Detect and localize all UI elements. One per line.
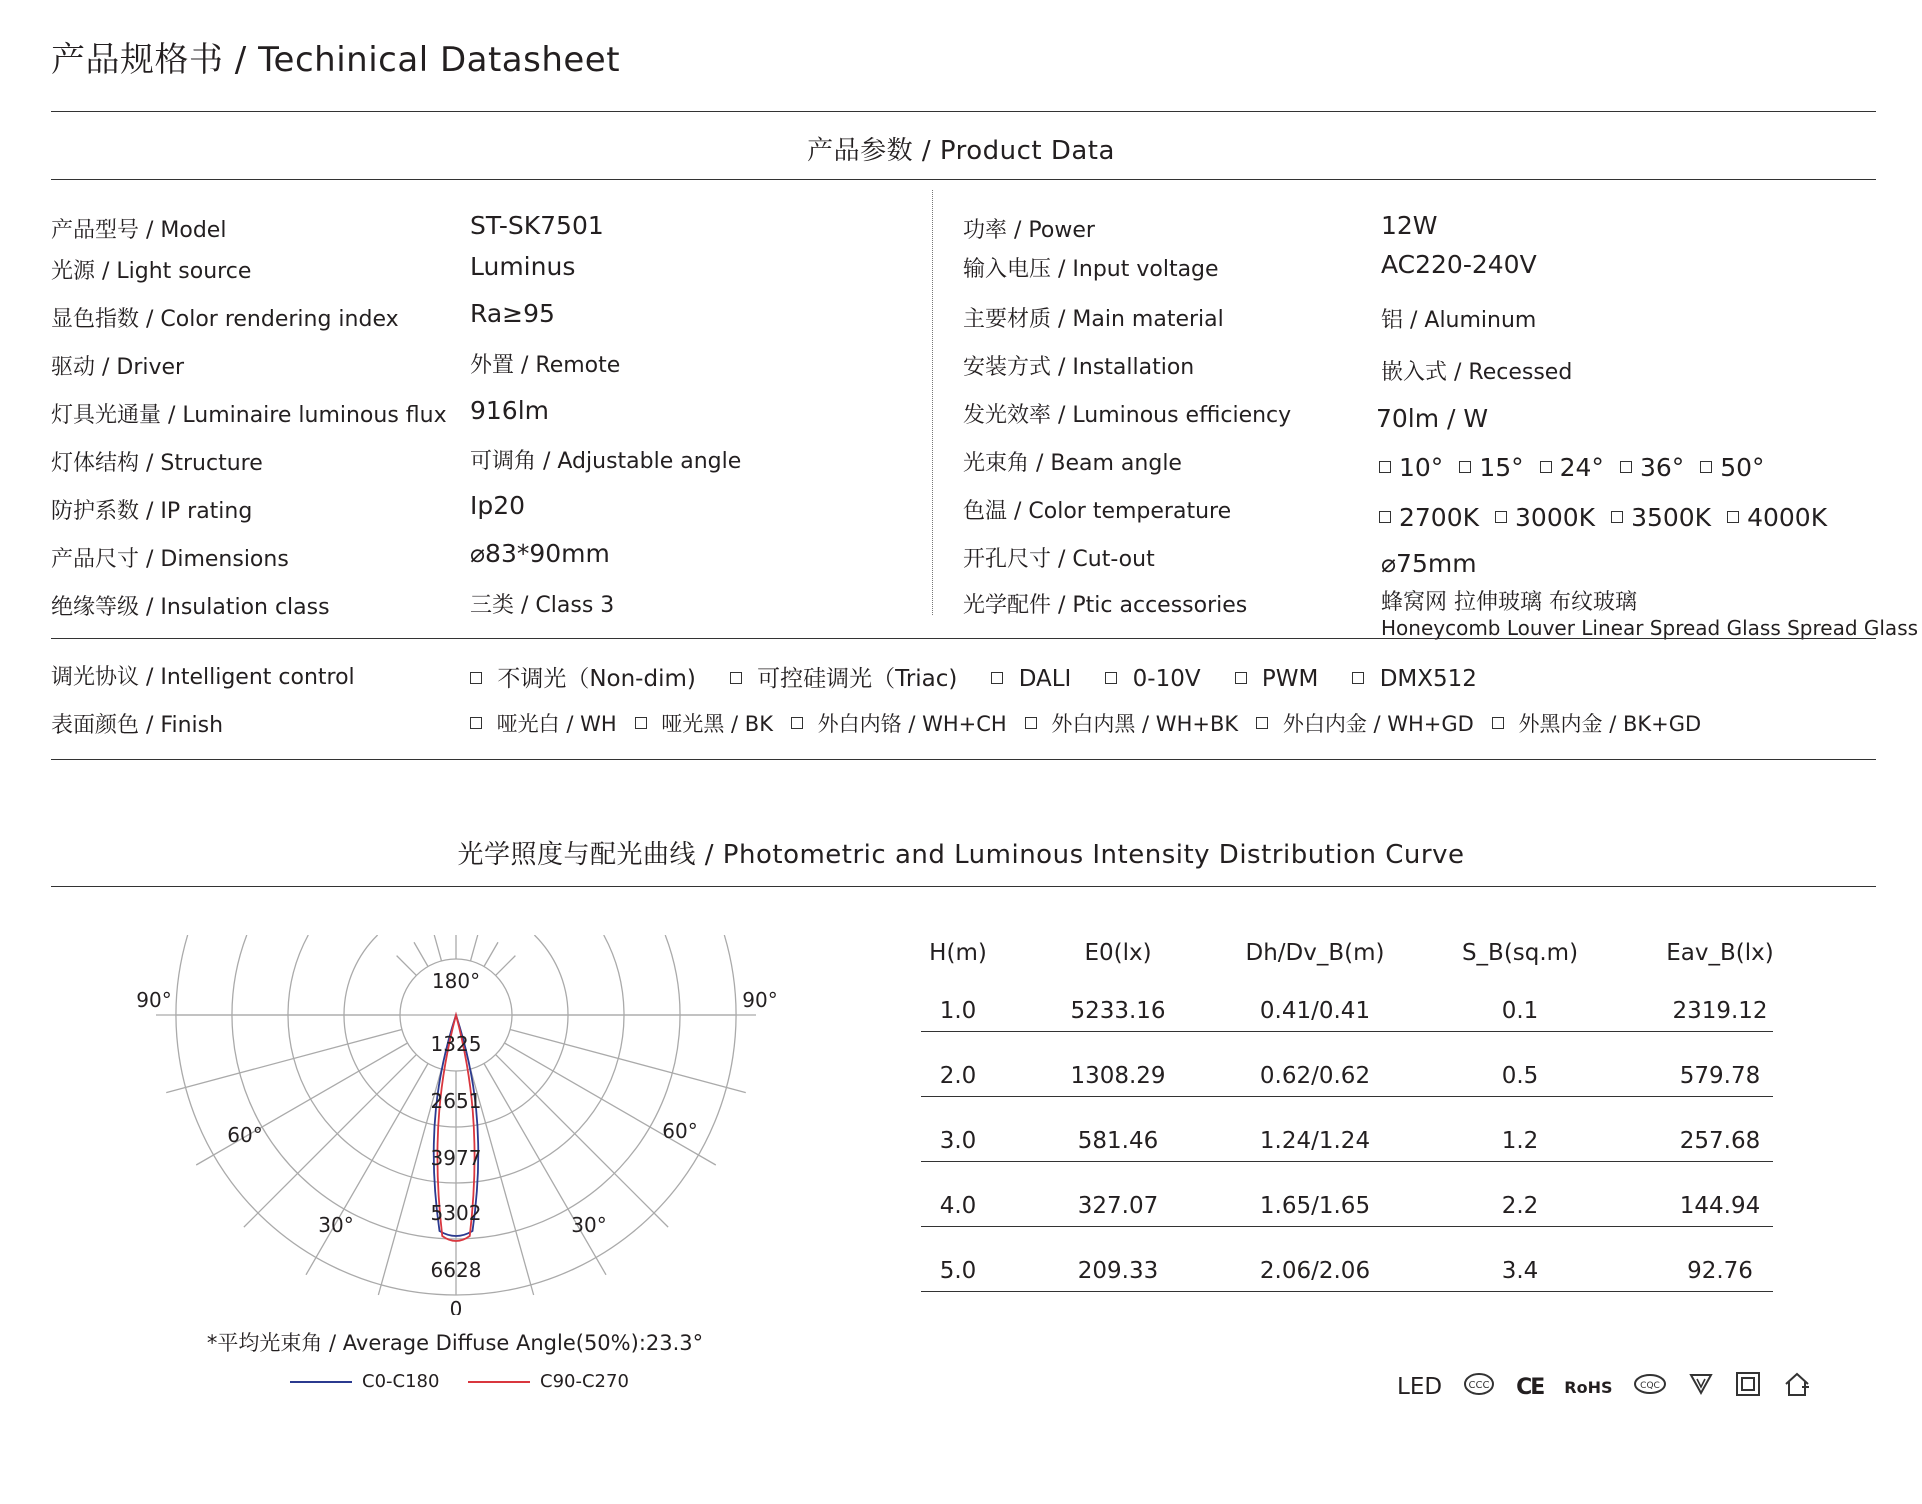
checkbox-icon[interactable] (470, 672, 482, 684)
finish-option[interactable]: 哑光黑 / BK (635, 708, 773, 738)
legend-swatch (468, 1381, 530, 1383)
table-cell: 327.07 (1077, 1193, 1159, 1219)
polar-spoke (504, 1043, 715, 1165)
spec-value: 916lm (470, 396, 550, 425)
table-cell: 2.2 (1501, 1193, 1539, 1219)
checkbox-icon[interactable] (1256, 717, 1268, 729)
color-temp-option[interactable]: 3500K (1611, 503, 1711, 532)
table-row-divider (921, 1031, 1773, 1032)
spec-value: 三类 / Class 3 (470, 593, 615, 618)
checkbox-icon[interactable] (635, 717, 647, 729)
table-cell: 579.78 (1679, 1063, 1761, 1089)
radial-label: 2651 (430, 1089, 482, 1113)
spec-label: 安装方式 / Installation (963, 355, 1195, 380)
spec-label: 绝缘等级 / Insulation class (51, 595, 330, 620)
table-cell: 92.76 (1687, 1258, 1753, 1284)
spec-value: 可调角 / Adjustable angle (470, 449, 742, 474)
product-data-heading: 产品参数 / Product Data (807, 136, 1115, 166)
table-cell: 1.24/1.24 (1259, 1128, 1371, 1154)
angle-label-90-right: 90° (742, 988, 778, 1012)
table-cell: 5233.16 (1070, 998, 1166, 1024)
spec-label: 输入电压 / Input voltage (963, 257, 1219, 282)
cqc-icon (1633, 1373, 1667, 1401)
table-header: Eav_B(lx) (1666, 940, 1774, 966)
finish-options (470, 708, 1701, 738)
table-row-divider (921, 1291, 1773, 1292)
table-cell: 3.4 (1501, 1258, 1539, 1284)
table-cell: 2.0 (939, 1063, 977, 1089)
beam-angle-option[interactable]: 24° (1540, 453, 1604, 482)
checkbox-icon[interactable] (1025, 717, 1037, 729)
beam-angle-option[interactable]: 36° (1620, 453, 1684, 482)
page-title: 产品规格书 / Techinical Datasheet (51, 40, 621, 80)
spec-label: 灯具光通量 / Luminaire luminous flux (51, 403, 447, 428)
table-header: H(m) (929, 940, 987, 966)
control-option[interactable]: DMX512 (1352, 666, 1477, 692)
photometric-heading: 光学照度与配光曲线 / Photometric and Luminous Intensity Distribution Curve (457, 840, 1465, 870)
checkbox-icon[interactable] (1492, 717, 1504, 729)
triangle-mark-icon (1688, 1372, 1714, 1402)
control-option[interactable]: 可控硅调光（Triac) (730, 660, 958, 693)
certification-marks (1397, 1370, 1826, 1404)
angle-label-90-left: 90° (136, 988, 172, 1012)
checkbox-icon[interactable] (1352, 672, 1364, 684)
checkbox-icon[interactable] (1611, 511, 1623, 523)
polar-intensity-diagram (120, 935, 820, 1315)
photometric-divider (51, 886, 1876, 887)
table-cell: 1.0 (939, 998, 977, 1024)
checkbox-icon[interactable] (1105, 672, 1117, 684)
spec-label: 开孔尺寸 / Cut-out (963, 547, 1155, 572)
radial-label: 6628 (430, 1258, 482, 1282)
spec-label: 灯体结构 / Structure (51, 451, 263, 476)
table-cell: 2319.12 (1672, 998, 1768, 1024)
ce-mark: CE (1516, 1374, 1544, 1400)
control-option[interactable]: 不调光（Non-dim) (470, 660, 696, 693)
checkbox-icon[interactable] (1700, 461, 1712, 473)
checkbox-icon[interactable] (1540, 461, 1552, 473)
spec-value: ST-SK7501 (470, 211, 604, 240)
rohs-mark: RoHS (1564, 1377, 1613, 1397)
spec-label: 产品型号 / Model (51, 218, 227, 243)
spec-value: ⌀83*90mm (470, 539, 610, 568)
control-option[interactable]: 0-10V (1105, 666, 1200, 692)
led-mark: LED (1397, 1374, 1443, 1400)
beam-angle-option[interactable]: 15° (1459, 453, 1523, 482)
spec-value: ⌀75mm (1381, 549, 1477, 578)
table-row-divider (921, 1226, 1773, 1227)
beam-angle-option[interactable]: 50° (1700, 453, 1764, 482)
checkbox-icon[interactable] (991, 672, 1003, 684)
table-cell: 0.1 (1501, 998, 1539, 1024)
checkbox-icon[interactable] (1379, 461, 1391, 473)
table-row-divider (921, 1096, 1773, 1097)
spec-value: 12W (1381, 211, 1438, 240)
product-data-divider (51, 179, 1876, 180)
polar-spoke (496, 1055, 669, 1228)
legend-item-c0: C0-C180 (290, 1371, 439, 1392)
angle-label-60-left: 60° (227, 1123, 263, 1147)
checkbox-icon[interactable] (1235, 672, 1247, 684)
angle-label-30-left: 30° (318, 1213, 354, 1237)
spec-value: 蜂窝网 拉伸玻璃 布纹玻璃 (1381, 590, 1637, 615)
spec-value: Luminus (470, 252, 576, 281)
checkbox-icon[interactable] (470, 717, 482, 729)
checkbox-icon[interactable] (1727, 511, 1739, 523)
table-cell: 5.0 (939, 1258, 977, 1284)
table-cell: 2.06/2.06 (1259, 1258, 1371, 1284)
table-cell: 144.94 (1679, 1193, 1761, 1219)
checkbox-icon[interactable] (1495, 511, 1507, 523)
radial-label: 1325 (430, 1032, 482, 1056)
radial-label: 5302 (430, 1201, 482, 1225)
svg-text:CQC: CQC (1640, 1381, 1661, 1391)
spec-column-divider (932, 190, 933, 615)
beam-angle-option[interactable]: 10° (1379, 453, 1443, 482)
angle-label-180: 180° (431, 969, 481, 993)
spec-label: 防护系数 / IP rating (51, 499, 253, 524)
spec-value: 外置 / Remote (470, 353, 621, 378)
angle-label-60-right: 60° (662, 1119, 698, 1143)
control-divider (51, 638, 1876, 639)
table-cell: 1.2 (1501, 1128, 1539, 1154)
polar-spoke (414, 942, 428, 966)
finish-label: 表面颜色 / Finish (51, 713, 224, 738)
spec-label: 功率 / Power (963, 218, 1095, 243)
checkbox-icon[interactable] (791, 717, 803, 729)
table-cell: 4.0 (939, 1193, 977, 1219)
finish-option[interactable]: 外白内黑 / WH+BK (1025, 708, 1238, 738)
color-temperature-options (1379, 503, 1843, 532)
svg-text:CCC: CCC (1468, 1380, 1490, 1391)
spec-label: 发光效率 / Luminous efficiency (963, 403, 1292, 428)
checkbox-icon[interactable] (1379, 511, 1391, 523)
polar-spoke (434, 935, 441, 961)
control-label: 调光协议 / Intelligent control (51, 665, 355, 690)
spec-value: Ra≥95 (470, 299, 555, 328)
control-option[interactable]: PWM (1235, 666, 1319, 692)
spec-label: 光束角 / Beam angle (963, 451, 1182, 476)
spec-subvalue: Honeycomb Louver Linear Spread Glass Spread Glass (1381, 616, 1919, 640)
spec-value: 铝 / Aluminum (1381, 308, 1537, 333)
finish-option[interactable]: 外黑内金 / BK+GD (1492, 708, 1701, 738)
control-option[interactable]: DALI (991, 666, 1071, 692)
spec-label: 产品尺寸 / Dimensions (51, 547, 289, 572)
table-cell: 0.5 (1501, 1063, 1539, 1089)
double-square-icon (1735, 1371, 1761, 1403)
spec-label: 色温 / Color temperature (963, 499, 1232, 524)
color-temp-option[interactable]: 3000K (1495, 503, 1595, 532)
control-options (470, 660, 1493, 693)
finish-option[interactable]: 哑光白 / WH (470, 708, 617, 738)
color-temp-option[interactable]: 4000K (1727, 503, 1827, 532)
beam-angle-caption: *平均光束角 / Average Diffuse Angle(50%):23.3° (206, 1331, 704, 1355)
legend-swatch (290, 1381, 352, 1383)
table-cell: 0.62/0.62 (1259, 1063, 1371, 1089)
table-cell: 1.65/1.65 (1259, 1193, 1371, 1219)
angle-label-30-right: 30° (571, 1213, 607, 1237)
table-cell: 257.68 (1679, 1128, 1761, 1154)
table-header: E0(lx) (1084, 940, 1152, 966)
polar-spoke (496, 956, 516, 976)
finish-option[interactable]: 外白内铬 / WH+CH (791, 708, 1007, 738)
legend-item-c90: C90-C270 (468, 1371, 629, 1392)
table-header: S_B(sq.m) (1461, 940, 1579, 966)
radial-label: 3977 (430, 1146, 482, 1170)
spec-value: AC220-240V (1381, 250, 1537, 279)
spec-value: Ip20 (470, 491, 526, 520)
spec-label: 显色指数 / Color rendering index (51, 307, 399, 332)
checkbox-icon[interactable] (1620, 461, 1632, 473)
table-row-divider (921, 1161, 1773, 1162)
polar-spoke (484, 942, 498, 966)
beam-angle-options (1379, 453, 1781, 482)
checkbox-icon[interactable] (730, 672, 742, 684)
polar-spoke (306, 1063, 428, 1274)
spec-label: 驱动 / Driver (51, 355, 185, 380)
table-header: Dh/Dv_B(m) (1245, 940, 1385, 966)
spec-label: 光学配件 / Ptic accessories (963, 593, 1248, 618)
house-mark-icon (1782, 1370, 1812, 1404)
angle-label-0: 0 (449, 1297, 463, 1315)
polar-spoke (484, 1063, 606, 1274)
ccc-icon (1463, 1372, 1495, 1402)
table-cell: 0.41/0.41 (1259, 998, 1371, 1024)
color-temp-option[interactable]: 2700K (1379, 503, 1479, 532)
table-cell: 3.0 (939, 1128, 977, 1154)
finish-divider (51, 759, 1876, 760)
checkbox-icon[interactable] (1459, 461, 1471, 473)
spec-value: 嵌入式 / Recessed (1381, 360, 1573, 385)
table-cell: 581.46 (1077, 1128, 1159, 1154)
spec-label: 光源 / Light source (51, 259, 252, 284)
table-cell: 209.33 (1077, 1258, 1159, 1284)
spec-label: 主要材质 / Main material (963, 307, 1224, 332)
title-divider (51, 111, 1876, 112)
table-cell: 1308.29 (1070, 1063, 1166, 1089)
finish-option[interactable]: 外白内金 / WH+GD (1256, 708, 1474, 738)
spec-value: 70lm / W (1376, 404, 1489, 433)
polar-spoke (244, 1055, 417, 1228)
polar-spoke (397, 956, 417, 976)
polar-spoke (470, 935, 477, 961)
